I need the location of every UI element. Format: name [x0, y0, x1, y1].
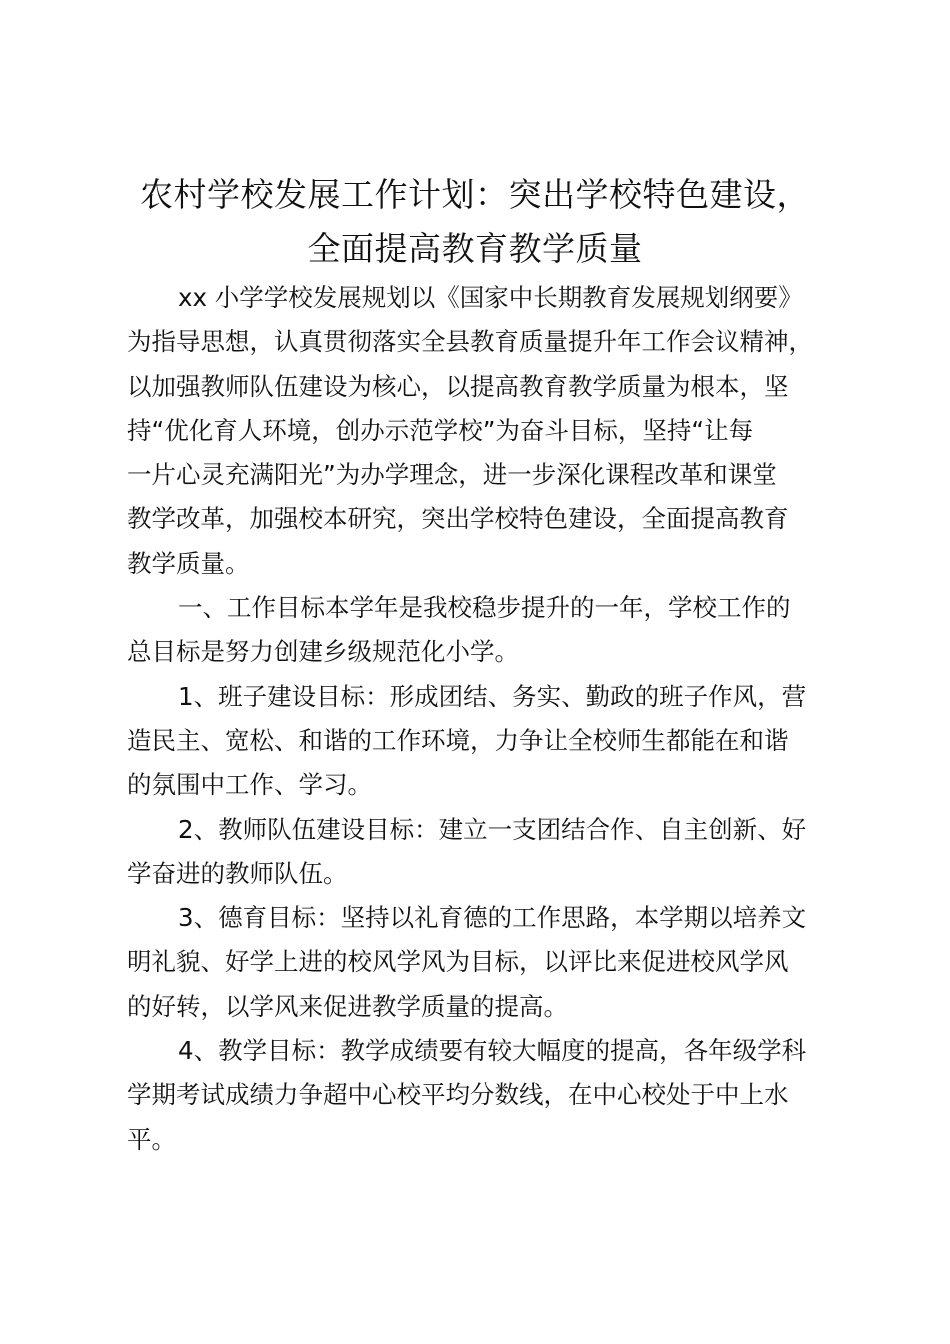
paragraph-work-goals [127, 586, 857, 675]
text-line: 1、班子建设目标：形成团结、务实、勤政的班子作风，营 [178, 681, 807, 711]
text-line: 一、工作目标本学年是我校稳步提升的一年，学校工作的 [178, 593, 791, 623]
text-line: 为指导思想，认真贯彻落实全县教育质量提升年工作会议精神， [127, 327, 813, 357]
paragraph-moral-goal [127, 896, 857, 1029]
text-line: 的氛围中工作、学习。 [127, 770, 372, 800]
text-line: 学奋进的教师队伍。 [127, 858, 348, 888]
text-line: 平。 [127, 1124, 176, 1154]
text-line: 教学质量。 [127, 548, 250, 578]
text-line: 2、教师队伍建设目标：建立一支团结合作、自主创新、好 [178, 814, 807, 844]
paragraph-leadership-goal [127, 675, 857, 808]
paragraph-teacher-goal [127, 808, 857, 897]
document-title-line-1: 农村学校发展工作计划：突出学校特色建设， [140, 175, 810, 214]
text-line: 的好转，以学风来促进教学质量的提高。 [127, 991, 568, 1021]
text-line: 总目标是努力创建乡级规范化小学。 [127, 637, 519, 667]
text-line: 4、教学目标：教学成绩要有较大幅度的提高，各年级学科 [178, 1036, 807, 1066]
paragraph-teaching-goal [127, 1029, 857, 1162]
text-line: 明礼貌、好学上进的校风学风为目标，以评比来促进校风学风 [127, 947, 789, 977]
text-line: 以加强教师队伍建设为核心，以提高教育教学质量为根本，坚 [127, 371, 789, 401]
paragraph-intro [127, 276, 857, 586]
text-line: 学期考试成绩力争超中心校平均分数线，在中心校处于中上水 [127, 1080, 789, 1110]
text-line: 持“优化育人环境，创办示范学校”为奋斗目标，坚持“让每 [127, 415, 754, 445]
text-line: 教学改革，加强校本研究，突出学校特色建设，全面提高教育 [127, 504, 789, 534]
text-line: 3、德育目标：坚持以礼育德的工作思路，本学期以培养文 [178, 903, 807, 933]
document-body [127, 276, 857, 1162]
text-line: 造民主、宽松、和谐的工作环境，力争让全校师生都能在和谐 [127, 725, 789, 755]
text-line: xx 小学学校发展规划以《国家中长期教育发展规划纲要》 [178, 283, 803, 312]
text-line: 一片心灵充满阳光”为办学理念，进一步深化课程改革和课堂 [127, 460, 777, 490]
document-title-line-2: 全面提高教育教学质量 [307, 229, 643, 268]
